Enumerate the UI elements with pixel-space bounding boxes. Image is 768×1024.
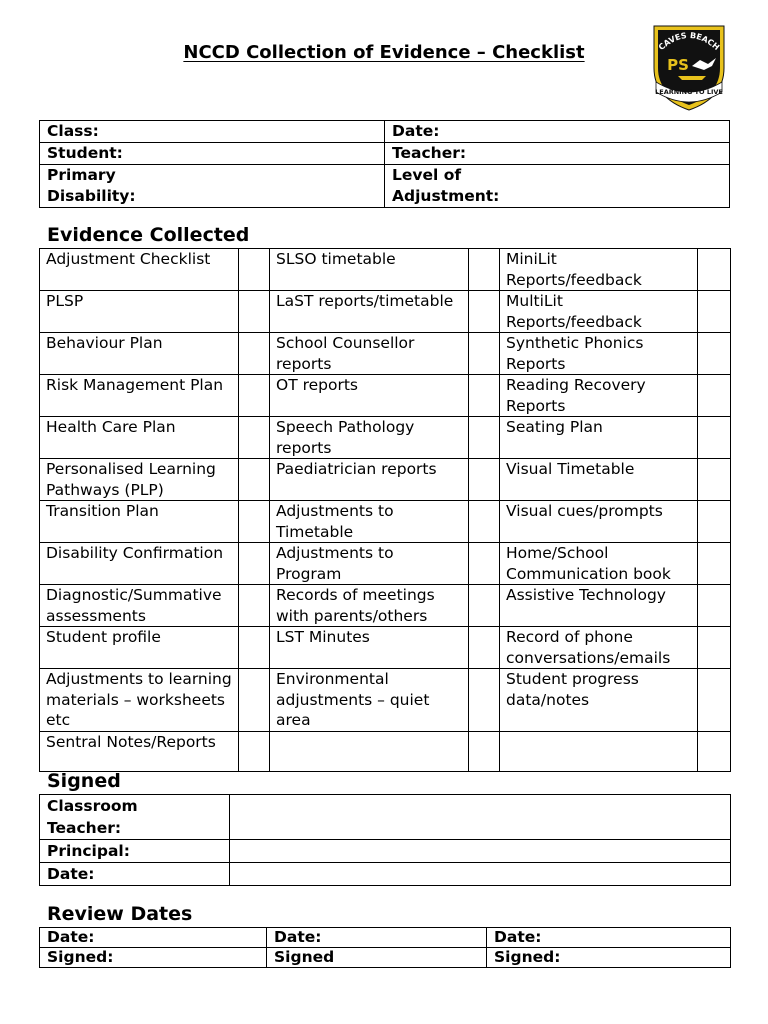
- evidence-item-label: Health Care Plan: [40, 417, 239, 459]
- evidence-checkbox[interactable]: [698, 459, 731, 501]
- evidence-checkbox[interactable]: [469, 333, 500, 375]
- evidence-item-label: LST Minutes: [270, 627, 469, 669]
- evidence-checkbox[interactable]: [469, 417, 500, 459]
- level-of-adjustment-field[interactable]: [385, 165, 730, 208]
- evidence-item-label: Seating Plan: [500, 417, 698, 459]
- evidence-item-label: Paediatrician reports: [270, 459, 469, 501]
- evidence-item-label: Sentral Notes/Reports: [40, 731, 239, 771]
- classroom-teacher-label-line1: Classroom: [47, 797, 138, 815]
- student-field[interactable]: [40, 143, 385, 165]
- evidence-checkbox[interactable]: [239, 501, 270, 543]
- evidence-checkbox[interactable]: [239, 375, 270, 417]
- evidence-item-label: Assistive Technology: [500, 585, 698, 627]
- evidence-collected-heading: Evidence Collected: [47, 224, 250, 246]
- evidence-row: [40, 375, 731, 417]
- evidence-checkbox[interactable]: [239, 417, 270, 459]
- evidence-row: [40, 627, 731, 669]
- evidence-item-label: Records of meetings with parents/others: [270, 585, 469, 627]
- crest-top-text: CAVES BEACH: [656, 30, 722, 53]
- evidence-checkbox[interactable]: [698, 585, 731, 627]
- date-field[interactable]: [385, 121, 730, 143]
- evidence-item-label: Personalised Learning Pathways (PLP): [40, 459, 239, 501]
- review-date-field[interactable]: Date:: [40, 928, 267, 948]
- evidence-item-label: Transition Plan: [40, 501, 239, 543]
- student-info-table: [39, 120, 730, 208]
- review-dates-heading: Review Dates: [47, 903, 193, 925]
- evidence-item-label: Adjustment Checklist: [40, 249, 239, 291]
- evidence-item-label: Reading Recovery Reports: [500, 375, 698, 417]
- evidence-checkbox[interactable]: [239, 543, 270, 585]
- signed-table: [39, 794, 731, 886]
- classroom-teacher-label-line2: Teacher:: [47, 819, 122, 837]
- evidence-checkbox[interactable]: [469, 459, 500, 501]
- review-signed-field[interactable]: Signed:: [487, 948, 731, 968]
- primary-disability-field[interactable]: [40, 165, 385, 208]
- principal-label: Principal:: [40, 840, 230, 863]
- evidence-item-label: Adjustments to Timetable: [270, 501, 469, 543]
- evidence-checkbox[interactable]: [469, 291, 500, 333]
- evidence-row: [40, 291, 731, 333]
- teacher-field[interactable]: [385, 143, 730, 165]
- evidence-checkbox[interactable]: [469, 501, 500, 543]
- evidence-checkbox[interactable]: [239, 291, 270, 333]
- evidence-checkbox[interactable]: [469, 543, 500, 585]
- evidence-row: [40, 669, 731, 732]
- evidence-item-label: Student progress data/notes: [500, 669, 698, 732]
- evidence-checkbox[interactable]: [239, 459, 270, 501]
- evidence-checkbox[interactable]: [239, 731, 270, 771]
- evidence-checkbox[interactable]: [469, 669, 500, 732]
- evidence-item-label: Adjustments to learning materials – worksheets etc: [40, 669, 239, 732]
- evidence-checkbox[interactable]: [698, 249, 731, 291]
- evidence-checkbox[interactable]: [698, 333, 731, 375]
- class-label: Class:: [47, 122, 99, 140]
- evidence-item-label: OT reports: [270, 375, 469, 417]
- evidence-item-label: Adjustments to Program: [270, 543, 469, 585]
- evidence-row: [40, 731, 731, 771]
- evidence-row: [40, 333, 731, 375]
- evidence-item-label: SLSO timetable: [270, 249, 469, 291]
- evidence-checkbox[interactable]: [469, 375, 500, 417]
- evidence-checkbox[interactable]: [469, 249, 500, 291]
- classroom-teacher-label: [40, 795, 230, 840]
- evidence-item-label: Record of phone conversations/emails: [500, 627, 698, 669]
- evidence-item-label: Environmental adjustments – quiet area: [270, 669, 469, 732]
- evidence-checkbox[interactable]: [698, 731, 731, 771]
- crest-initials: PS: [667, 56, 689, 74]
- evidence-item-label: Speech Pathology reports: [270, 417, 469, 459]
- review-signed-field[interactable]: Signed: [267, 948, 487, 968]
- date-label: Date:: [392, 122, 440, 140]
- evidence-row: [40, 501, 731, 543]
- evidence-item-label: School Counsellor reports: [270, 333, 469, 375]
- primary-disability-label-line2: Disability:: [47, 187, 136, 205]
- evidence-item-label: Diagnostic/Summative assessments: [40, 585, 239, 627]
- evidence-checkbox[interactable]: [469, 627, 500, 669]
- evidence-checklist-table: [39, 248, 731, 772]
- signed-date-field[interactable]: [230, 863, 731, 886]
- evidence-item-label: MiniLit Reports/feedback: [500, 249, 698, 291]
- evidence-item-label: [500, 731, 698, 771]
- signed-date-label: Date:: [40, 863, 230, 886]
- review-signed-field[interactable]: Signed:: [40, 948, 267, 968]
- evidence-checkbox[interactable]: [469, 731, 500, 771]
- evidence-item-label: Visual cues/prompts: [500, 501, 698, 543]
- evidence-checkbox[interactable]: [698, 291, 731, 333]
- evidence-item-label: [270, 731, 469, 771]
- evidence-item-label: LaST reports/timetable: [270, 291, 469, 333]
- evidence-row: [40, 459, 731, 501]
- evidence-checkbox[interactable]: [469, 585, 500, 627]
- evidence-checkbox[interactable]: [698, 375, 731, 417]
- level-of-adjustment-label-line2: Adjustment:: [392, 187, 500, 205]
- evidence-checkbox[interactable]: [239, 627, 270, 669]
- evidence-row: [40, 585, 731, 627]
- crest-motto: LEARNING TO LIVE: [655, 88, 723, 96]
- review-dates-table: [39, 927, 731, 968]
- evidence-checkbox[interactable]: [698, 543, 731, 585]
- evidence-item-label: MultiLit Reports/feedback: [500, 291, 698, 333]
- evidence-checkbox[interactable]: [698, 669, 731, 732]
- principal-signature-field[interactable]: [230, 840, 731, 863]
- evidence-checkbox[interactable]: [239, 585, 270, 627]
- evidence-item-label: Student profile: [40, 627, 239, 669]
- evidence-row: [40, 417, 731, 459]
- evidence-checkbox[interactable]: [698, 501, 731, 543]
- teacher-label: Teacher:: [392, 144, 467, 162]
- level-of-adjustment-label-line1: Level of: [392, 166, 462, 184]
- evidence-checkbox[interactable]: [698, 627, 731, 669]
- evidence-item-label: Risk Management Plan: [40, 375, 239, 417]
- evidence-item-label: Home/School Communication book: [500, 543, 698, 585]
- evidence-item-label: Synthetic Phonics Reports: [500, 333, 698, 375]
- evidence-item-label: Behaviour Plan: [40, 333, 239, 375]
- school-crest-logo: [648, 20, 730, 112]
- evidence-checkbox[interactable]: [239, 249, 270, 291]
- evidence-row: [40, 543, 731, 585]
- evidence-checkbox[interactable]: [239, 333, 270, 375]
- signed-heading: Signed: [47, 770, 121, 792]
- evidence-checkbox[interactable]: [698, 417, 731, 459]
- primary-disability-label-line1: Primary: [47, 166, 116, 184]
- evidence-item-label: Visual Timetable: [500, 459, 698, 501]
- classroom-teacher-signature-field[interactable]: [230, 795, 731, 840]
- class-field[interactable]: [40, 121, 385, 143]
- evidence-item-label: Disability Confirmation: [40, 543, 239, 585]
- review-date-field[interactable]: Date:: [487, 928, 731, 948]
- evidence-checkbox[interactable]: [239, 669, 270, 732]
- student-label: Student:: [47, 144, 123, 162]
- evidence-row: [40, 249, 731, 291]
- review-date-field[interactable]: Date:: [267, 928, 487, 948]
- evidence-item-label: PLSP: [40, 291, 239, 333]
- page-title: NCCD Collection of Evidence – Checklist: [183, 42, 585, 63]
